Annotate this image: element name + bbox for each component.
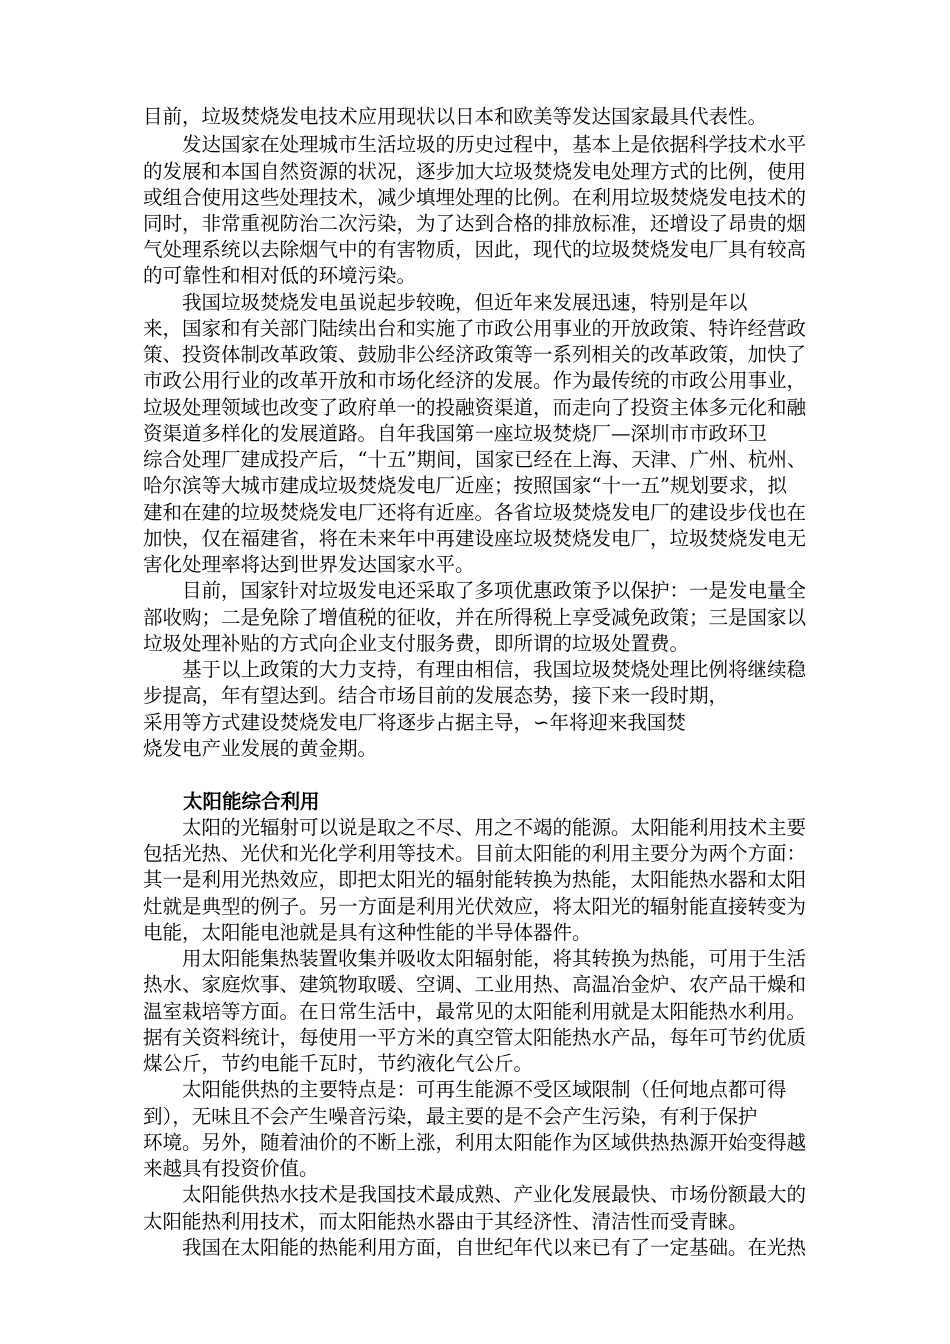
- text-line: 环境。另外，随着油价的不断上涨，利用太阳能作为区域供热热源开始变得越: [143, 1131, 807, 1154]
- text-line: 我国在太阳能的热能利用方面，自世纪年代以来已有了一定基础。在光热: [143, 1236, 807, 1259]
- text-line: 采用等方式建设焚烧发电厂将逐步占据主导，∽年将迎来我国焚: [143, 711, 686, 734]
- section-title: 太阳能综合利用: [183, 790, 320, 813]
- text-line: 来，国家和有关部门陆续出台和实施了市政公用事业的开放政策、特许经营政: [143, 317, 807, 340]
- text-line: 的可靠性和相对低的环境污染。: [143, 264, 417, 287]
- text-line: 来越具有投资价值。: [143, 1157, 319, 1180]
- text-line: 据有关资料统计，每使用一平方米的真空管太阳能热水产品，每年可节约优质: [143, 1026, 807, 1049]
- text-line: 同时，非常重视防治二次污染，为了达到合格的排放标准，还增设了昂贵的烟: [143, 212, 807, 235]
- text-line: 太阳能热利用技术，而太阳能热水器由于其经济性、清洁性而受青睐。: [143, 1210, 748, 1233]
- text-line: 煤公斤，节约电能千瓦时，节约液化气公斤。: [143, 1052, 534, 1075]
- text-line: 资渠道多样化的发展道路。自年我国第一座垃圾焚烧厂—深圳市市政环卫: [143, 422, 768, 445]
- text-line: 太阳能供热水技术是我国技术最成熟、产业化发展最快、市场份额最大的: [143, 1183, 807, 1206]
- text-line: 的发展和本国自然资源的状况，逐步加大垃圾焚烧发电处理方式的比例，使用: [143, 160, 807, 183]
- text-line: 太阳能供热的主要特点是：可再生能源不受区域限制（任何地点都可得: [143, 1078, 787, 1101]
- text-line: 气处理系统以去除烟气中的有害物质，因此，现代的垃圾焚烧发电厂具有较高: [143, 238, 807, 261]
- text-line: 太阳的光辐射可以说是取之不尽、用之不竭的能源。太阳能利用技术主要: [143, 816, 807, 839]
- text-line: 电能，太阳能电池就是具有这种性能的半导体器件。: [143, 921, 592, 944]
- text-line: 目前，国家针对垃圾发电还采取了多项优惠政策予以保护：一是发电量全: [143, 579, 807, 602]
- text-line: 害化处理率将达到世界发达国家水平。: [143, 553, 475, 576]
- text-line: 垃圾处理补贴的方式向企业支付服务费，即所谓的垃圾处置费。: [143, 632, 690, 655]
- text-line: 市政公用行业的改革开放和市场化经济的发展。作为最传统的市政公用事业，: [143, 369, 807, 392]
- text-line: 目前，垃圾焚烧发电技术应用现状以日本和欧美等发达国家最具代表性。: [143, 105, 768, 128]
- text-line: 基于以上政策的大力支持，有理由相信，我国垃圾焚烧处理比例将继续稳: [143, 658, 807, 681]
- text-line: 加快，仅在福建省，将在未来年中再建设座垃圾焚烧发电厂，垃圾焚烧发电无: [143, 527, 807, 550]
- text-line: 我国垃圾焚烧发电虽说起步较晚，但近年来发展迅速，特别是年以: [143, 291, 748, 314]
- text-line: 灶就是典型的例子。另一方面是利用光伏效应，将太阳光的辐射能直接转变为: [143, 895, 807, 918]
- text-line: 哈尔滨等大城市建成垃圾焚烧发电厂近座；按照国家“十一五”规划要求，拟: [143, 474, 787, 497]
- text-line: 部收购；二是免除了增值税的征收，并在所得税上享受减免政策；三是国家以: [143, 606, 807, 629]
- text-line: 温室栽培等方面。在日常生活中，最常见的太阳能利用就是太阳能热水利用。: [143, 1000, 807, 1023]
- text-line: 其一是利用光热效应，即把太阳光的辐射能转换为热能，太阳能热水器和太阳: [143, 868, 807, 891]
- text-line: 综合处理厂建成投产后，“十五”期间，国家已经在上海、天津、广州、杭州、: [143, 448, 807, 471]
- text-line: 包括光热、光伏和光化学利用等技术。目前太阳能的利用主要分为两个方面：: [143, 842, 807, 865]
- text-line: 用太阳能集热装置收集并吸收太阳辐射能，将其转换为热能，可用于生活: [143, 947, 807, 970]
- text-line: 或组合使用这些处理技术，减少填埋处理的比例。在利用垃圾焚烧发电技术的: [143, 186, 807, 209]
- text-line: 到），无味且不会产生噪音污染，最主要的是不会产生污染，有利于保护: [143, 1105, 758, 1128]
- text-line: 策、投资体制改革政策、鼓励非公经济政策等一系列相关的改革政策，加快了: [143, 343, 807, 366]
- text-line: 垃圾处理领域也改变了政府单一的投融资渠道，而走向了投资主体多元化和融: [143, 396, 807, 419]
- text-line: 烧发电产业发展的黄金期。: [143, 737, 378, 760]
- text-line: 发达国家在处理城市生活垃圾的历史过程中，基本上是依据科学技术水平: [143, 133, 807, 156]
- text-line: 步提高，年有望达到。结合市场目前的发展态势，接下来一段时期，: [143, 684, 729, 707]
- text-line: 热水、家庭炊事、建筑物取暖、空调、工业用热、高温冶金炉、农产品干燥和: [143, 973, 807, 996]
- text-line: 建和在建的垃圾焚烧发电厂还将有近座。各省垃圾焚烧发电厂的建设步伐也在: [143, 501, 807, 524]
